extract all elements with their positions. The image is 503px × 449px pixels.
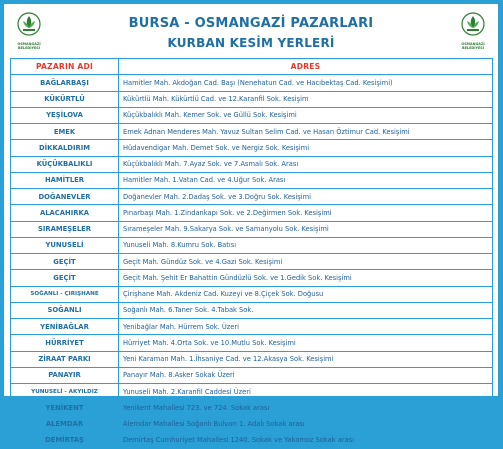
market-name-cell: KÜÇÜKBALIKLI — [11, 156, 119, 172]
table-header-row — [11, 59, 493, 75]
logo-text-line2: BELEDİYESİ — [462, 46, 484, 50]
table-row — [11, 384, 493, 400]
address-cell: Yenibağlar Mah. Hürrem Sok. Üzeri — [119, 319, 493, 335]
table-row — [11, 335, 493, 351]
table-body — [11, 75, 493, 449]
market-name-cell: DOĞANEVLER — [11, 189, 119, 205]
address-cell: Soğanlı Mah. 6.Taner Sok. 4.Tabak Sok. — [119, 302, 493, 318]
address-cell: Geçit Mah. Şehit Er Bahattin Gündüzlü Sok. ve 1.Gedik Sok. Kesişimi — [119, 270, 493, 286]
market-name-cell: EMEK — [11, 124, 119, 140]
table-row — [11, 75, 493, 91]
table-row — [11, 172, 493, 188]
address-cell: Pınarbaşı Mah. 1.Zindankapı Sok. ve 2.Değirmen Sok. Kesişimi — [119, 205, 493, 221]
address-cell: Alemdar Mahallesi Soğanlı Bulvarı 1. Adalı Sokak arası — [119, 416, 493, 432]
table-row — [11, 91, 493, 107]
market-name-cell: SIRAMEŞELER — [11, 221, 119, 237]
market-name-cell: ALACAHIRKA — [11, 205, 119, 221]
table-row — [11, 270, 493, 286]
table-row — [11, 156, 493, 172]
market-name-cell: YENİKENT — [11, 400, 119, 416]
address-cell: Sırameşeler Mah. 9.Sakarya Sok. ve Samanyolu Sok. Kesişimi — [119, 221, 493, 237]
document-sheet — [4, 4, 498, 445]
address-cell: Küçükbalıklı Mah. 7.Ayaz Sok. ve 7.Asmalı Sok. Arası — [119, 156, 493, 172]
address-cell: Panayır Mah. 8.Asker Sokak Üzeri — [119, 367, 493, 383]
market-name-cell: HÜRRİYET — [11, 335, 119, 351]
market-name-cell: DEMİRTAŞ — [11, 432, 119, 448]
market-name-cell: SOĞANLI — [11, 302, 119, 318]
table-row — [11, 237, 493, 253]
address-cell: Küçükbalıklı Mah. Kemer Sok. ve Güllü Sok. Kesişimi — [119, 107, 493, 123]
logo-text-line1: OSMANGAZİ — [17, 42, 41, 46]
address-cell: Çirişhane Mah. Akdeniz Cad. Kuzeyi ve 8.Çiçek Sok. Doğusu — [119, 286, 493, 302]
market-name-cell: GEÇİT — [11, 254, 119, 270]
logo-text-line2: BELEDİYESİ — [18, 46, 40, 50]
table-row — [11, 189, 493, 205]
table-row — [11, 205, 493, 221]
market-name-cell: YEŞİLOVA — [11, 107, 119, 123]
table-row — [11, 432, 493, 448]
table-row — [11, 254, 493, 270]
table-row — [11, 107, 493, 123]
address-cell: Kükürtlü Mah. Kükürtlü Cad. ve 12.Karanfil Sok. Kesişim — [119, 91, 493, 107]
document-header — [4, 4, 498, 58]
address-cell: Hamitler Mah. Akdoğan Cad. Başı (Nenehatun Cad. ve Hacıbektaş Cad. Kesişimi) — [119, 75, 493, 91]
municipality-logo-right — [456, 12, 490, 52]
table-row — [11, 124, 493, 140]
address-cell: Yenikent Mahallesi 723. ve 724. Sokak arası — [119, 400, 493, 416]
market-name-cell: KÜKÜRTLÜ — [11, 91, 119, 107]
market-name-cell: GEÇİT — [11, 270, 119, 286]
table-row — [11, 400, 493, 416]
address-cell: Demirtaş Cumhuriyet Mahallesi 1240. Sokak ve Yakamoz Sokak arası — [119, 432, 493, 448]
market-name-cell: YENİBAĞLAR — [11, 319, 119, 335]
page-subtitle: KURBAN KESİM YERLERİ — [167, 36, 335, 50]
address-cell: Hürriyet Mah. 4.Orta Sok. ve 10.Mutlu Sok. Kesişimi — [119, 335, 493, 351]
market-name-cell: ALEMDAR — [11, 416, 119, 432]
market-name-cell: PANAYIR — [11, 367, 119, 383]
address-cell: Hamitler Mah. 1.Vatan Cad. ve 4.Uğur Sok. Arası — [119, 172, 493, 188]
page-title: BURSA - OSMANGAZİ PAZARLARI — [128, 16, 374, 31]
market-name-cell: ZİRAAT PARKI — [11, 351, 119, 367]
column-header-address: ADRES — [119, 59, 493, 75]
table-row — [11, 319, 493, 335]
logo-text-line1: OSMANGAZİ — [461, 42, 485, 46]
address-cell: Emek Adnan Menderes Mah. Yavuz Sultan Selim Cad. ve Hasan Öztimur Cad. Kesişimi — [119, 124, 493, 140]
market-name-cell: DİKKALDIRIM — [11, 140, 119, 156]
market-address-table — [10, 58, 493, 449]
table-row — [11, 140, 493, 156]
table-row — [11, 302, 493, 318]
address-cell: Geçit Mah. Gündüz Sok. ve 4.Gazi Sok. Kesişimi — [119, 254, 493, 270]
market-name-cell: YUNUSELİ - AKYILDIZ — [11, 384, 119, 400]
table-row — [11, 221, 493, 237]
table-row — [11, 351, 493, 367]
table-row — [11, 286, 493, 302]
address-cell: Yunuseli Mah. 8.Kumru Sok. Batısı — [119, 237, 493, 253]
market-name-cell: YUNUSELİ — [11, 237, 119, 253]
address-cell: Hüdavendigar Mah. Demet Sok. ve Nergiz Sok. Kesişimi — [119, 140, 493, 156]
address-cell: Yeni Karaman Mah. 1.İhsaniye Cad. ve 12.Akasya Sok. Kesişimi — [119, 351, 493, 367]
column-header-market-name: PAZARIN ADI — [11, 59, 119, 75]
market-name-cell: SOĞANLI - ÇIRIŞHANE — [11, 286, 119, 302]
table-row — [11, 367, 493, 383]
address-cell: Doğanevler Mah. 2.Dadaş Sok. ve 3.Doğru Sok. Kesişimi — [119, 189, 493, 205]
market-name-cell: HAMİTLER — [11, 172, 119, 188]
table-row — [11, 416, 493, 432]
address-cell: Yunuseli Mah. 2.Karanfil Caddesi Üzeri — [119, 384, 493, 400]
municipality-logo-icon — [461, 12, 485, 42]
market-name-cell: BAĞLARBAŞI — [11, 75, 119, 91]
